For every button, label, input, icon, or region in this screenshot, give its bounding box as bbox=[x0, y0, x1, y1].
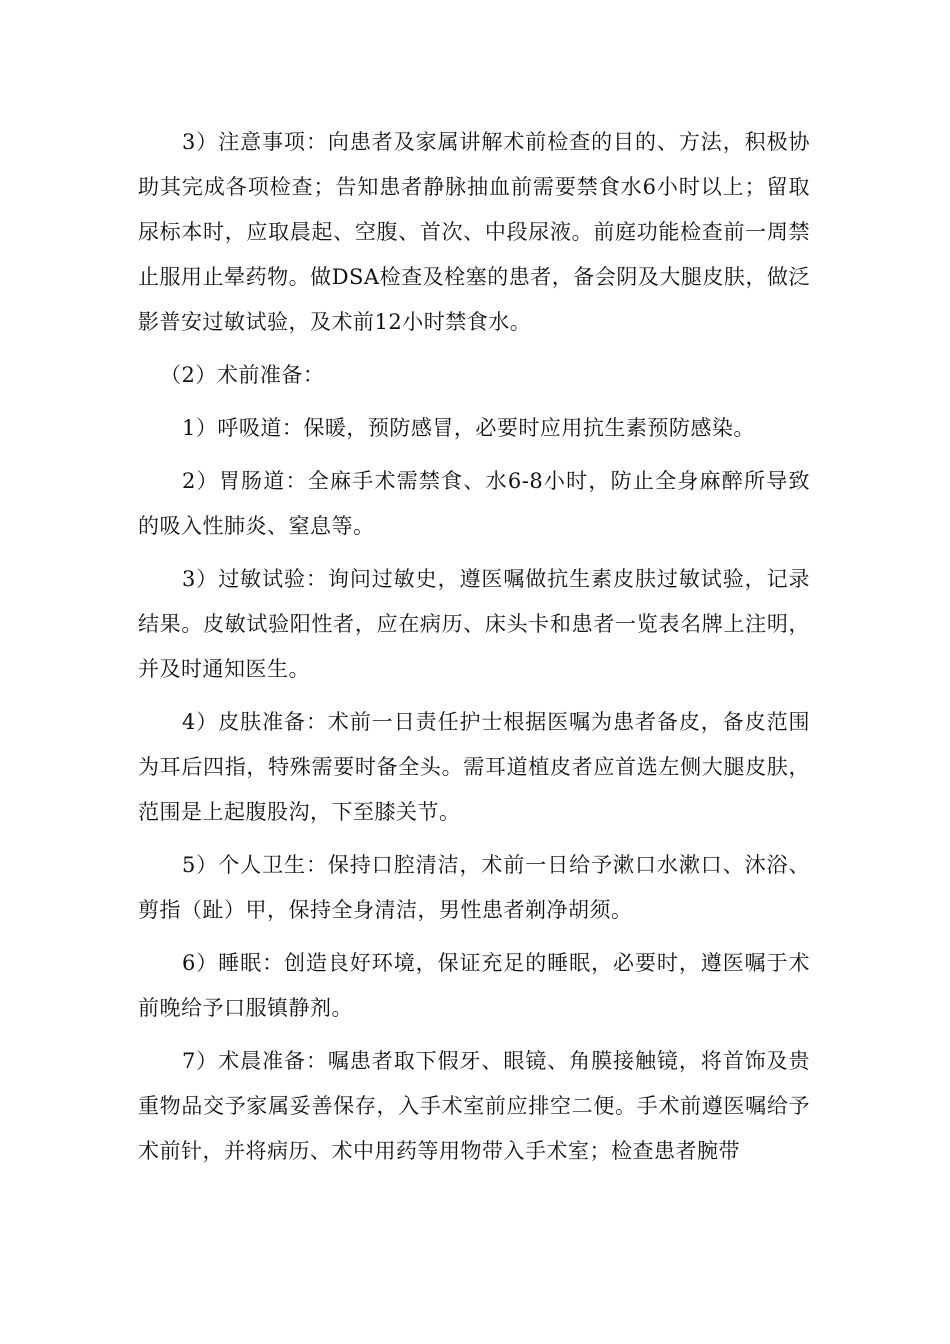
paragraph-personal-hygiene: 5）个人卫生：保持口腔清洁，术前一日给予漱口水漱口、沐浴、剪指（趾）甲，保持全身清洁，男性患者剃净胡须。 bbox=[138, 853, 810, 922]
paragraph-allergy-test: 3）过敏试验：询问过敏史，遵医嘱做抗生素皮肤过敏试验，记录结果。皮敏试验阳性者，应在病历、床头卡和患者一览表名牌上注明，并及时通知医生。 bbox=[138, 567, 810, 681]
section-heading-preop-prep: （2）术前准备： bbox=[160, 363, 325, 387]
paragraph-precautions: 3）注意事项：向患者及家属讲解术前检查的目的、方法，积极协助其完成各项检查；告知患者静脉抽血前需要禁食水6小时以上；留取尿标本时，应取晨起、空腹、首次、中段尿液。前庭功能检查前一周禁止服用止晕药物。做DSA检查及栓塞的患者，备会阴及大腿皮肤，做泛影普安过敏试验，及术前12小时禁食水。 bbox=[138, 130, 810, 334]
paragraph-skin-prep: 4）皮肤准备：术前一日责任护士根据医嘱为患者备皮，备皮范围为耳后四指，特殊需要时备全头。需耳道植皮者应首选左侧大腿皮肤，范围是上起腹股沟，下至膝关节。 bbox=[138, 710, 810, 824]
paragraph-sleep: 6）睡眠：创造良好环境，保证充足的睡眠，必要时，遵医嘱于术前晚给予口服镇静剂。 bbox=[138, 951, 810, 1020]
paragraph-morning-prep: 7）术晨准备：嘱患者取下假牙、眼镜、角膜接触镜，将首饰及贵重物品交予家属妥善保存，入手术室前应排空二便。手术前遵医嘱给予术前针，并将病历、术中用药等用物带入手术室；检查患者腕带 bbox=[138, 1049, 810, 1163]
document-body bbox=[138, 120, 810, 1182]
paragraph-gastrointestinal: 2）胃肠道：全麻手术需禁食、水6-8小时，防止全身麻醉所导致的吸入性肺炎、窒息等。 bbox=[138, 469, 810, 538]
paragraph-respiratory: 1）呼吸道：保暖，预防感冒，必要时应用抗生素预防感染。 bbox=[182, 416, 755, 440]
